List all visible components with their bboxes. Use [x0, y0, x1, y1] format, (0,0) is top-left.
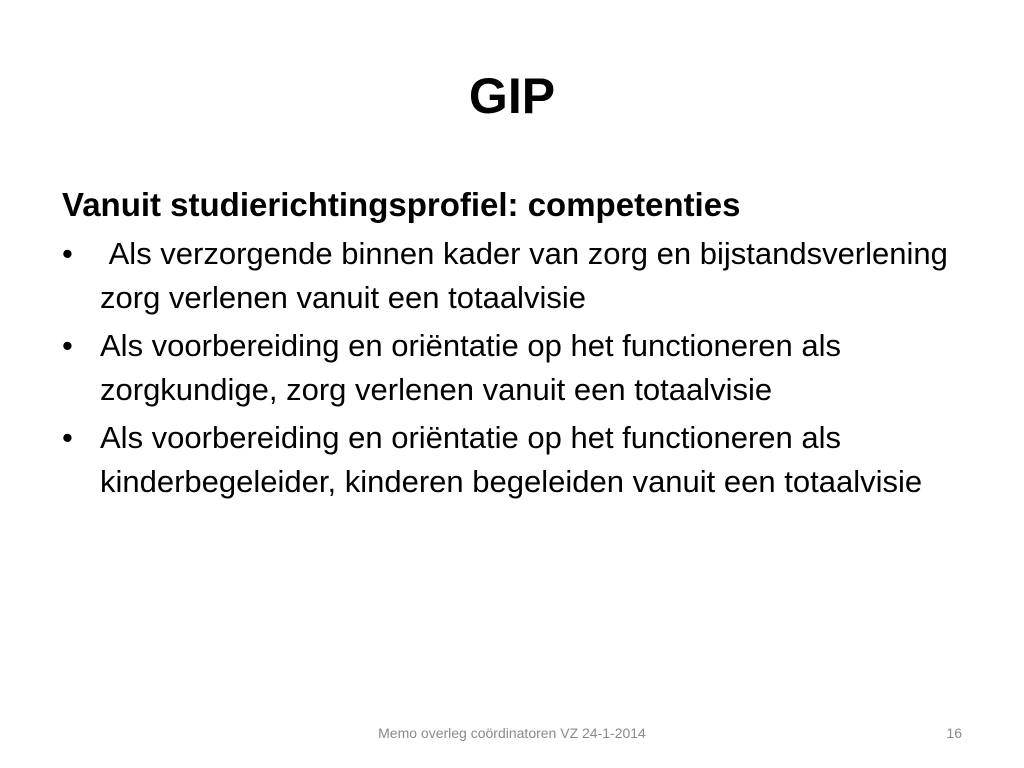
bullet-list [62, 232, 962, 504]
slide-number: 16 [946, 725, 962, 741]
bullet-text: Als verzorgende binnen kader van zorg en bijstandsverlening zorg verlenen vanuit een totaalvisie [100, 236, 957, 315]
bullet-text: Als voorbereiding en oriëntatie op het functioneren als zorgkundige, zorg verlenen vanuit een totaalvisie [100, 328, 842, 407]
slide-title: GIP [468, 68, 556, 124]
slide-body [62, 182, 962, 508]
bullet-item [62, 324, 962, 412]
bullet-item [62, 416, 962, 504]
bullet-text: Als voorbereiding en oriëntatie op het functioneren als kinderbegeleider, kinderen begeleiden vanuit een totaalvisie [100, 420, 923, 499]
bullet-item [62, 232, 962, 320]
footer-text: Memo overleg coördinatoren VZ 24-1-2014 [378, 725, 646, 741]
section-subheading: Vanuit studierichtingsprofiel: competenties [62, 186, 741, 223]
bullet-marker: • [62, 420, 73, 455]
bullet-marker: • [62, 236, 73, 271]
bullet-marker: • [62, 328, 73, 363]
